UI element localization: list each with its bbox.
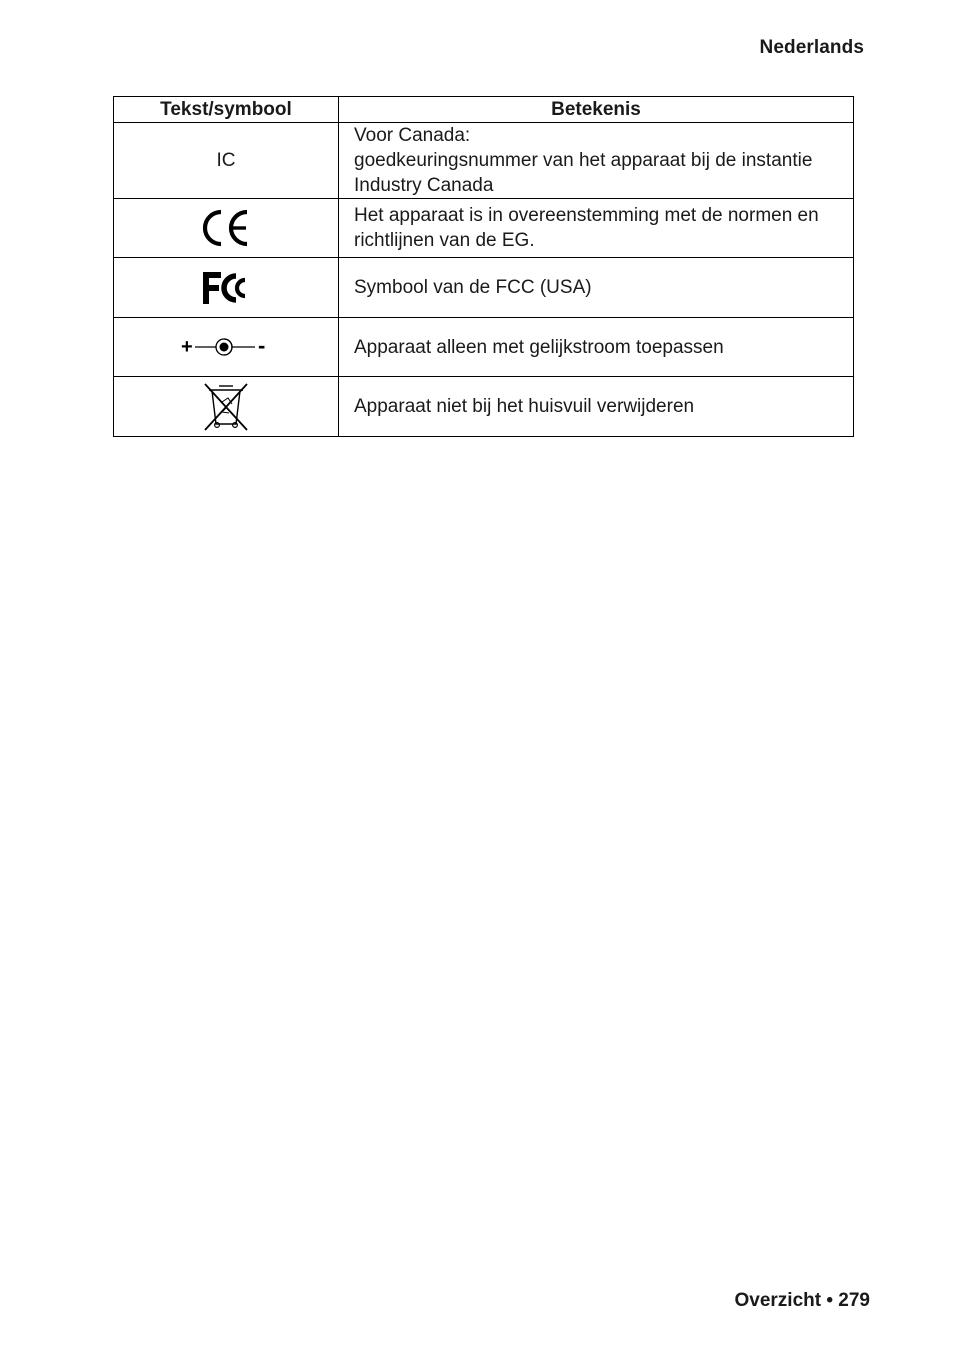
table-row (114, 318, 854, 377)
meaning-cell (339, 199, 854, 258)
ic-symbol-text: IC (216, 149, 236, 171)
column-header-symbol: Tekst/symbool (114, 97, 339, 123)
meaning-line: goedkeuringsnummer van het apparaat bij de instantie (354, 150, 813, 171)
symbol-cell (114, 123, 339, 199)
column-header-meaning: Betekenis (339, 97, 854, 123)
fcc-logo-icon (201, 270, 251, 306)
symbol-table (113, 96, 854, 437)
table-row (114, 377, 854, 437)
meaning-cell (339, 318, 854, 377)
meaning-line: richtlijnen van de EG. (354, 230, 535, 251)
page-footer-label: Overzicht • 279 (734, 1290, 870, 1311)
dc-polarity-icon (181, 334, 271, 360)
ce-mark-icon (200, 209, 252, 247)
meaning-line: Apparaat alleen met gelijkstroom toepassen (354, 336, 724, 358)
meaning-cell (339, 377, 854, 437)
dc-plus-sign: + (181, 336, 193, 358)
symbol-cell (114, 318, 339, 377)
page-language-header: Nederlands (759, 37, 864, 58)
meaning-cell (339, 123, 854, 199)
meaning-line: Industry Canada (354, 175, 494, 196)
meaning-line: Voor Canada: (354, 125, 471, 146)
table-row (114, 199, 854, 258)
meaning-line: Symbool van de FCC (USA) (354, 277, 592, 298)
table-row (114, 258, 854, 318)
symbol-cell (114, 377, 339, 437)
table-header-row (114, 97, 854, 123)
meaning-line: Apparaat niet bij het huisvuil verwijderen (354, 396, 695, 417)
table-row (114, 123, 854, 199)
symbol-cell (114, 199, 339, 258)
symbol-cell (114, 258, 339, 318)
dc-minus-sign: - (258, 334, 266, 358)
crossed-bin-icon (202, 382, 250, 432)
meaning-cell (339, 258, 854, 318)
meaning-line: Het apparaat is in overeenstemming met de normen en (354, 205, 819, 226)
